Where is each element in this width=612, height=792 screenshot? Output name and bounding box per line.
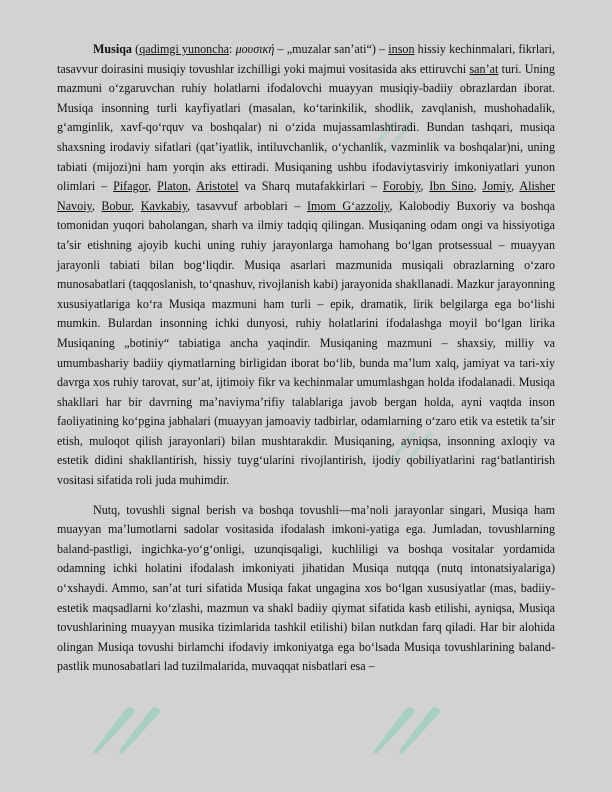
link-ibn-sino[interactable]: Ibn Sino — [429, 179, 474, 194]
watermark-mark: 〃 — [335, 682, 475, 787]
link-bobur[interactable]: Bobur — [101, 198, 132, 213]
paragraph-2: Nutq, tovushli signal berish va boshqa tovushli—ma’noli jarayonlar singari, Musiqa ham muayyan ma’lumotlarni sadolar vositasida ifodalash imkoni-yatiga ega. Jumladan, tovushlarning baland-pastligi, ingichka-yoʻgʻonligi, uzunqisqaligi, kuchliligi va boshqa vositalar yordamida odamning ichki holatini ifodalash imkoniyati jihatidan Musiqa nutqqa (nutq intonatsiyalariga) oʻxshaydi. Ammo, san’at turi sifatida Musiqa fakat ungagina xos boʻlgan xususiyatlar (mas, badiiy-estetik maqsadlarni koʻzlashi, mazmun va shakl badiiy qiymat sifatida kasb etilishi, ayniqsa, Musiqa tovushlarining muayyan musika tizimlarida tashkil etilishi) bilan nutkdan farq qiladi. Har bir alohida olingan Musiqa tovushi birlamchi ifodaviy imkoniyatga ega boʻlsada Musiqa tovushlarining baland-pastlik munosabatlari lad tuzilmalarida, muvaqqat nisbatlari esa – — [57, 502, 555, 674]
link-platon[interactable]: Platon — [157, 179, 189, 194]
greek-term: μουσική — [235, 42, 275, 56]
link-inson[interactable]: inson — [388, 42, 415, 56]
link-pifagor[interactable]: Pifagor — [113, 179, 149, 194]
link-sanat[interactable]: san’at — [469, 61, 499, 76]
link-kavkabiy[interactable]: Kavkabiy — [140, 198, 187, 213]
watermark-mark: 〃 — [55, 682, 195, 787]
link-aristotel[interactable]: Aristotel — [196, 179, 239, 194]
link-alisher-navoiy[interactable]: Alisher Navoiy — [57, 179, 555, 213]
paragraph-1: Musiqa (qadimgi yunoncha: μουσική – „muzalar san’ati“) – inson hissiy kechinmalari, fikrlari, tasavvur doirasini musiqiy tovushlar izchilligi yoki majmui vositasida aks ettiruvchi san’at turi. Uning mazmuni oʻzgaruvchan ruhiy holatlarni ifodalovchi muayyan musiqiy-badiiy obrazlardan iborat. Musiqa insonning turli kayfiyatlari (masalan, koʻtarinkilik, shodlik, zavqlanish, mushohadalik, gʻamginlik, xavf-qoʻrquv va boshqalar) ni oʻzida mujassamlashtiradi. Bundan tashqari, musiqa shaxsning irodaviy sifatlari (qat’iyatlik, intiluvchanlik, oʻychanlik, vazminlik va boshqalar)ni, uning tabiati (mijozi)ni ham yorqin aks ettiradi. Musiqaning ushbu ifodaviytasviriy imkoniyatlari yunon olimlari – Pifagor, Platon, Aristotel va Sharq mutafakkirlari – Forobiy, Ibn Sino, Jomiy, Alisher Navoiy, Bobur, Kavkabiy, tasavvuf arboblari – Imom Gʻazzoliy, Kalobodiy Buxoriy va boshqa tomonidan yuqori baholangan, sharh va ilmiy tadqiq qilingan. Musiqaning odam ongi va hissiyotiga ta’sir etishning ajoyib kuchi uning ruhiy jarayonlarga hamohang boʻlgan protsessual – muayyan jarayonli tabiati bilan bogʻliqdir. Musiqa asarlari mazmunida musiqali obrazlarning oʻzaro munosabatlari (taqqoslanish, toʻqnashuv, rivojlanish kabi) jarayonida shakllanadi. Mazkur jarayonning xususiyatlariga koʻra Musiqa mazmuni ham turli – epik, dramatik, lirik belgilarga ega boʻlishi mumkin. Bulardan insonning ichki dunyosi, ruhiy holatlarini ifodalashga moyil boʻlgan lirika Musiqaning „botiniy“ tabiatiga ancha yaqindir. Musiqaning mazmuni – shaxsiy, milliy va umumbashariy badiiy qiymatlarning birligidan iborat boʻlib, bunda ma’lum xalq, jamiyat va tari-xiy davrga xos ruhiy tarovat, sur’at, ijtimoiy fikr va kechinmalar umumlashgan holda ifodalanadi. Musiqa shakllari har bir davrning ma’naviyma’rifiy talablariga javob bergan holda, ayni vaqtda inson faoliyatining koʻpgina jabhalari (muayyan jamoaviy tadbirlar, odamlarning oʻzaro etik va estetik ta’sir etish, muloqot qilish jarayonlari) bilan mushtarakdir. Musiqaning, ayniqsa, insonning axloqiy va estetik didini shakllantirish, hissiy tuygʻularini rivojlantirish, ijodiy qobiliyatlarini ragʻbatlantirish vositasi sifatida roli juda muhimdir. — [57, 42, 555, 488]
document-page — [57, 40, 555, 687]
watermark-mark: 〃 — [363, 415, 457, 485]
watermark-mark: 〃 — [343, 105, 437, 175]
link-origin[interactable]: qadimgi yunoncha — [139, 42, 230, 56]
link-jomiy[interactable]: Jomiy — [482, 179, 512, 194]
link-imom-gazzoliy[interactable]: Imom Gʻazzoliy — [306, 198, 390, 213]
link-forobiy[interactable]: Forobiy — [382, 179, 421, 194]
term-heading: Musiqa — [93, 42, 132, 56]
